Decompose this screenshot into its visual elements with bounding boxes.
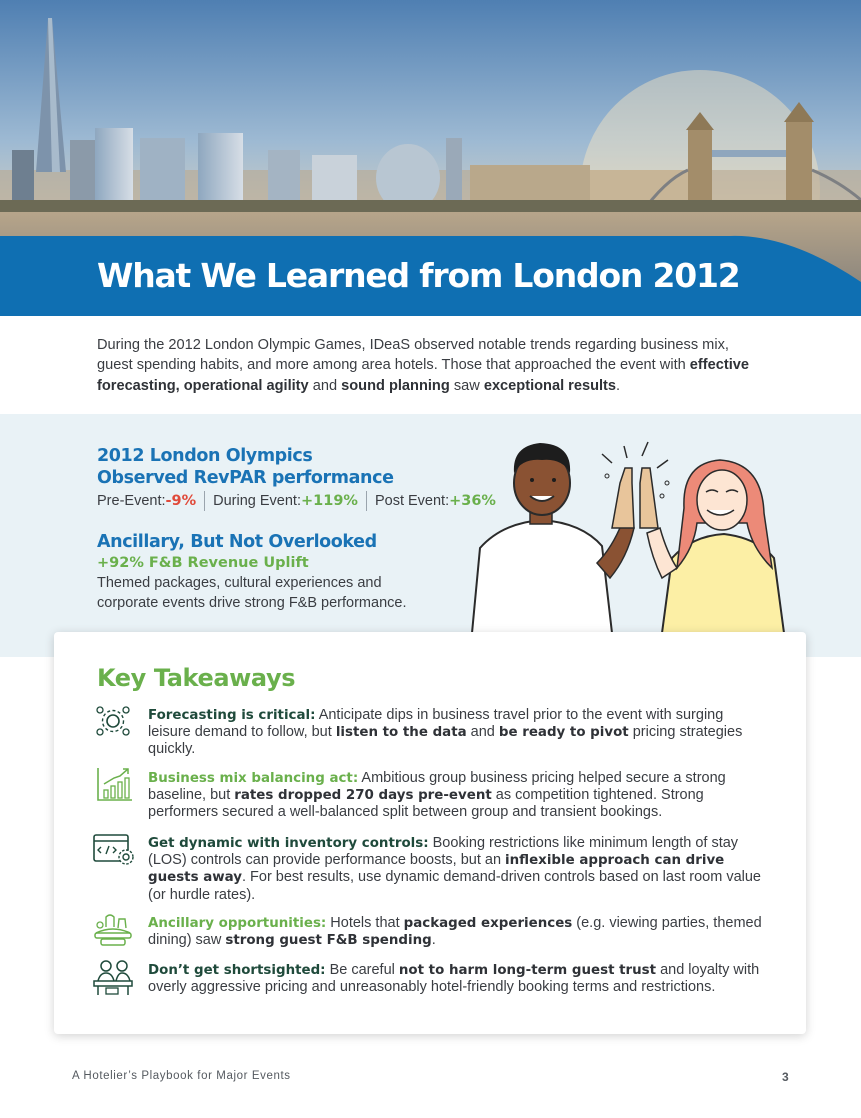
takeaway-lead: Ancillary opportunities: bbox=[148, 916, 327, 931]
pre-event-value: -9% bbox=[165, 493, 197, 509]
takeaway-bold-text: strong guest F&B spending bbox=[225, 933, 432, 949]
during-event-label: During Event: bbox=[213, 493, 301, 509]
takeaway-lead: Get dynamic with inventory controls: bbox=[148, 836, 429, 851]
takeaway-text: Anticipate dips in business travel prior to the event with surging leisure demand to follow, but bbox=[148, 707, 724, 741]
growth-chart-icon bbox=[92, 766, 134, 804]
stat-divider bbox=[204, 491, 205, 511]
intro-bold-text: exceptional results bbox=[483, 377, 617, 394]
intro-text: During the 2012 London Olympic Games, IDeaS observed notable trends regarding business mix, guest spending habits, and more among area hotels. Those that approached the event with bbox=[97, 337, 729, 374]
key-takeaways-title: Key Takeaways bbox=[97, 664, 296, 692]
takeaway-text: and loyalty with overly aggressive pricing and unreasonably hotel-friendly booking terms and restrictions. bbox=[148, 962, 760, 996]
takeaway-lead: Business mix balancing act: bbox=[148, 771, 359, 786]
front-desk-icon bbox=[92, 957, 134, 997]
takeaway-item bbox=[148, 835, 768, 904]
pre-event-label: Pre-Event: bbox=[97, 493, 166, 509]
footer-document-title: A Hotelier’s Playbook for Major Events bbox=[72, 1070, 291, 1082]
takeaway-lead: Don’t get shortsighted: bbox=[148, 963, 326, 978]
ancillary-subheading: +92% F&B Revenue Uplift bbox=[97, 555, 309, 571]
food-drink-icon bbox=[92, 911, 134, 947]
takeaway-text: . For best results, use dynamic demand-driven controls based on last room value (or hurdle rates). bbox=[148, 869, 761, 903]
takeaway-lead: Forecasting is critical: bbox=[148, 708, 316, 723]
page-number: 3 bbox=[782, 1070, 789, 1084]
intro-bold-text: effective forecasting, operational agility bbox=[97, 357, 750, 394]
takeaway-bold-text: listen to the data bbox=[335, 725, 467, 741]
takeaway-text: . bbox=[431, 932, 436, 949]
takeaway-bold-text: inflexible approach can drive guests away bbox=[148, 853, 725, 886]
page-title: What We Learned from London 2012 bbox=[97, 256, 740, 295]
takeaway-text: pricing strategies quickly. bbox=[148, 724, 743, 758]
post-event-value: +36% bbox=[449, 493, 496, 509]
takeaway-text: Be careful bbox=[325, 962, 399, 978]
takeaway-bold-text: rates dropped 270 days pre-event bbox=[234, 788, 492, 804]
intro-bold-text: sound planning bbox=[341, 377, 450, 394]
takeaway-text: Booking restrictions like minimum length of stay (LOS) controls can provide performance boosts, but an bbox=[148, 835, 739, 869]
during-event-value: +119% bbox=[301, 493, 358, 509]
takeaway-text: Hotels that bbox=[326, 915, 404, 931]
takeaway-item bbox=[148, 962, 768, 996]
takeaway-bold-text: be ready to pivot bbox=[498, 725, 629, 741]
takeaway-item bbox=[148, 770, 768, 822]
takeaway-bold-text: not to harm long-term guest trust bbox=[398, 963, 657, 978]
people-toasting-illustration bbox=[462, 428, 792, 633]
takeaway-text: as competition tightened. Strong performers secured a well-balanced split between group and transient bookings. bbox=[148, 787, 704, 821]
takeaway-text: and bbox=[466, 724, 499, 741]
ancillary-description: Themed packages, cultural experiences and corporate events drive strong F&B performance. bbox=[97, 575, 407, 611]
takeaway-item bbox=[148, 707, 768, 759]
takeaway-item bbox=[148, 915, 768, 949]
intro-text: and bbox=[308, 377, 342, 394]
revpar-stats bbox=[97, 491, 496, 511]
intro-text: saw bbox=[449, 377, 484, 394]
revpar-heading-line1: 2012 London Olympics bbox=[97, 446, 313, 466]
hero-banner bbox=[0, 0, 861, 316]
gears-icon bbox=[92, 703, 134, 739]
ancillary-heading: Ancillary, But Not Overlooked bbox=[97, 532, 377, 552]
revpar-heading-line2: Observed RevPAR performance bbox=[97, 468, 394, 488]
takeaway-text: (e.g. viewing parties, themed dining) saw bbox=[148, 915, 762, 949]
stat-divider bbox=[366, 491, 367, 511]
intro-text: . bbox=[616, 377, 621, 394]
takeaway-bold-text: packaged experiences bbox=[403, 916, 573, 931]
takeaway-text: Ambitious group business pricing helped secure a strong baseline, but bbox=[148, 770, 726, 804]
code-settings-icon bbox=[92, 833, 136, 867]
intro-paragraph bbox=[97, 335, 767, 396]
post-event-label: Post Event: bbox=[374, 493, 450, 509]
